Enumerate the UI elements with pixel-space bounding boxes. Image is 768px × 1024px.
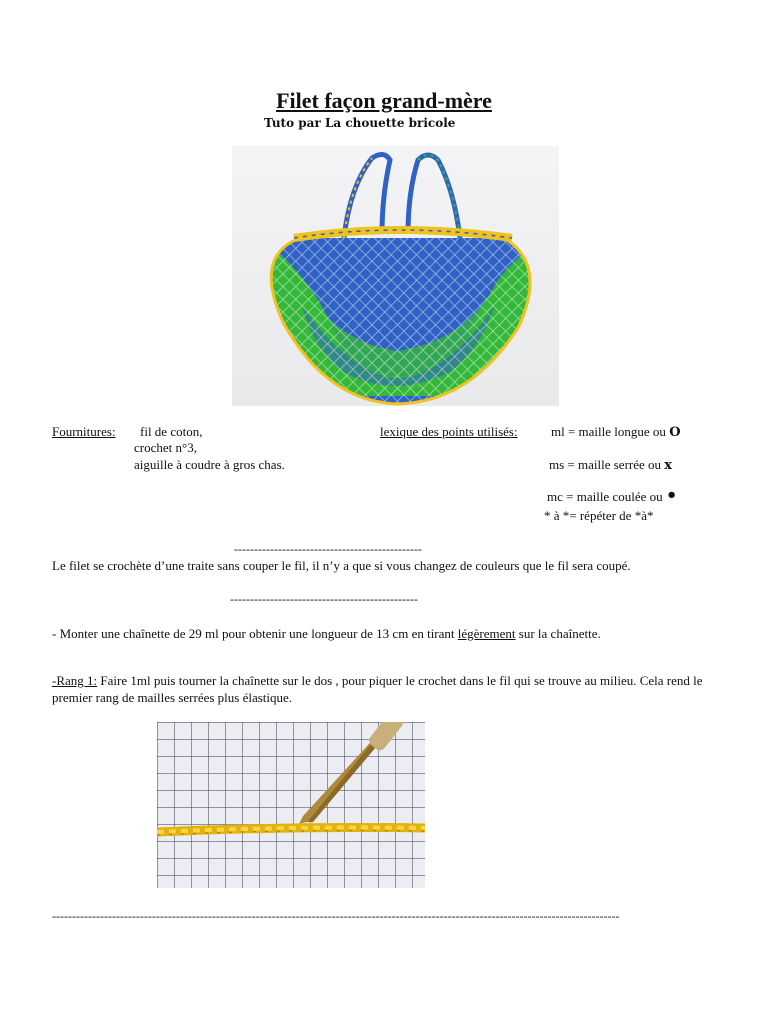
row-1-label: -Rang 1: — [52, 673, 98, 688]
crochet-bag-illustration — [232, 146, 559, 406]
step-1 — [52, 625, 752, 642]
step-1-emphasis: légèrement — [457, 626, 516, 641]
crochet-chain-photo — [157, 722, 425, 888]
page-subtitle: Tuto par La chouette bricole — [264, 116, 456, 130]
stitch-symbol: O — [669, 425, 681, 440]
row-1-instructions — [52, 672, 722, 706]
crochet-chain-illustration — [157, 722, 425, 888]
intro-paragraph: Le filet se crochète d’une traite sans couper le fil, il n’y a que si vous changez de couleurs que le fil sera coupé. — [52, 558, 631, 573]
page-title: Filet façon grand-mère — [276, 88, 492, 113]
step-1-text-end: sur la chaînette. — [515, 626, 601, 641]
step-1-text: - Monter une chaînette de 29 ml pour obtenir une longueur de 13 cm en tirant — [52, 626, 458, 641]
supply-item: fil de coton, — [140, 424, 203, 439]
supply-item: aiguille à coudre à gros chas. — [134, 457, 285, 472]
glossary-entry — [547, 485, 678, 506]
supply-item: crochet n°3, — [134, 440, 197, 455]
crochet-bag-photo — [232, 146, 559, 406]
row-1-text: Faire 1ml puis tourner la chaînette sur le dos , pour piquer le crochet dans le fil qui se trouve au milieu. Cela rend le premier rang de mailles serrées plus élastique. — [52, 673, 703, 705]
separator-long: ---------------------------------------------------------------------------------------------------------------------------------------------- — [52, 909, 620, 923]
stitch-symbol: • — [665, 485, 678, 506]
glossary-entry-text: ms = maille serrée ou — [549, 457, 665, 472]
separator: ----------------------------------------------- — [230, 592, 418, 606]
supplies-label: Fournitures: — [52, 424, 116, 439]
glossary-entry-text: ml = maille longue ou — [551, 424, 670, 439]
separator: ----------------------------------------------- — [234, 542, 422, 556]
glossary-entry — [551, 424, 681, 441]
stitch-symbol: x — [664, 458, 673, 473]
glossary-repeat: * à *= répéter de *à* — [544, 508, 654, 523]
glossary-entry — [549, 457, 672, 474]
glossary-label: lexique des points utilisés: — [380, 424, 518, 439]
glossary-entry-text: mc = maille coulée ou — [547, 489, 666, 504]
